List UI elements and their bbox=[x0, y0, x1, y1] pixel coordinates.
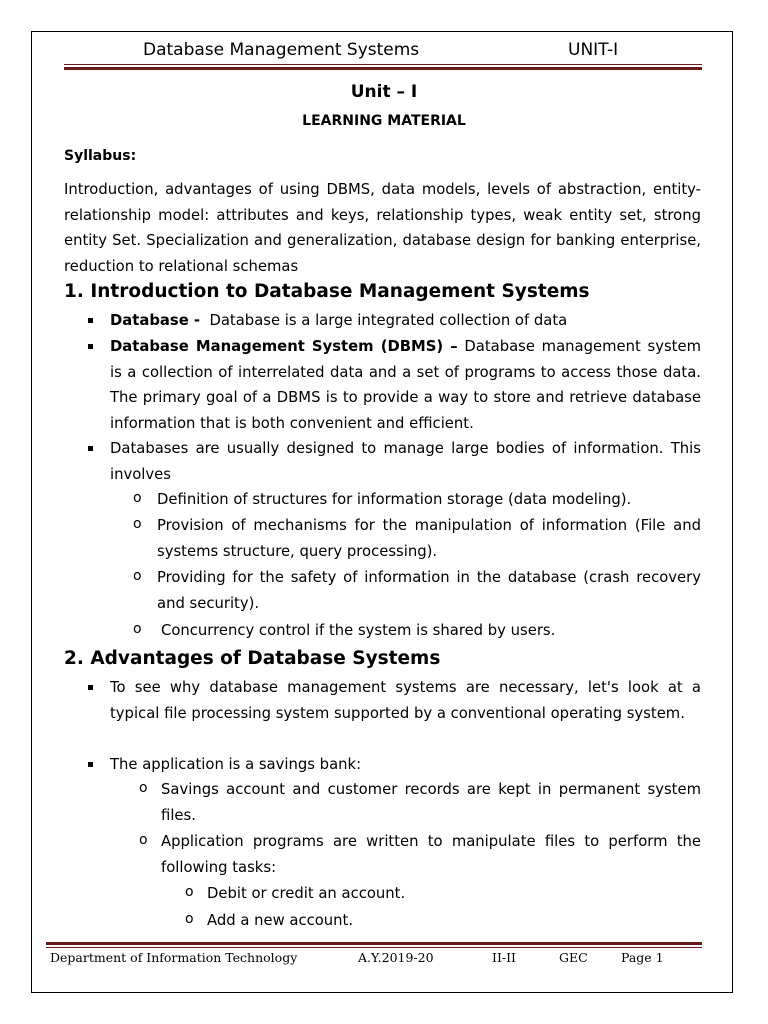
definition: Database is a large integrated collection of data bbox=[209, 312, 568, 329]
sub-item: Concurrency control if the system is shared by users. bbox=[161, 622, 556, 639]
databases-designed: Databases are usually designed to manage large bodies of information. This involves bbox=[110, 440, 701, 483]
sub-bullet: o bbox=[133, 621, 142, 637]
bullet-marker bbox=[88, 318, 93, 323]
section1-heading: 1. Introduction to Database Management Systems bbox=[64, 281, 590, 302]
advantages-intro: To see why database management systems are necessary, let's look at a typical file processing system supported by a conventional operating system. bbox=[110, 679, 701, 722]
footer-semester: II-II bbox=[492, 950, 516, 965]
header-rule-thin bbox=[64, 64, 702, 65]
header-rule-thick bbox=[64, 67, 702, 70]
term: Database Management System (DBMS) – bbox=[110, 338, 458, 355]
sub-bullet: o bbox=[139, 780, 148, 796]
section2-heading: 2. Advantages of Database Systems bbox=[64, 648, 441, 669]
sub-bullet: o bbox=[133, 568, 142, 584]
unit-title: Unit – I bbox=[350, 82, 418, 102]
header-title: Database Management Systems bbox=[143, 40, 420, 60]
sub-sub-bullet: o bbox=[185, 884, 194, 900]
dbms-definition bbox=[110, 334, 701, 437]
syllabus-label: Syllabus: bbox=[64, 148, 137, 164]
bullet-marker bbox=[88, 685, 93, 690]
sub-item: Providing for the safety of information in the database (crash recovery and security). bbox=[157, 569, 701, 612]
definition: Database management system is a collection of interrelated data and a set of programs to access those data. The primary goal of a DBMS is to provide a way to store and retrieve database information that is both convenient and efficient. bbox=[110, 338, 701, 433]
sub-bullet: o bbox=[133, 516, 142, 532]
sub-item: Provision of mechanisms for the manipulation of information (File and systems structure, query processing). bbox=[157, 517, 701, 560]
bullet-marker bbox=[88, 446, 93, 451]
term: Database - bbox=[110, 312, 201, 329]
footer-rule-thin bbox=[46, 947, 702, 948]
footer-dept: Department of Information Technology bbox=[50, 950, 298, 965]
footer-college: GEC bbox=[559, 950, 588, 965]
task-item: Add a new account. bbox=[207, 912, 354, 929]
sub-sub-bullet: o bbox=[185, 911, 194, 927]
syllabus-text: Introduction, advantages of using DBMS, data models, levels of abstraction, entity-relationship model: attributes and keys, relationship types, weak entity set, strong entity Set. Specialization and generalization, database design for banking enterprise, reduction to relational schemas bbox=[64, 181, 701, 276]
header-unit: UNIT-I bbox=[568, 40, 619, 60]
sub-item: Savings account and customer records are kept in permanent system files. bbox=[161, 781, 701, 824]
footer-rule-thick bbox=[46, 942, 702, 945]
bullet-marker bbox=[88, 344, 93, 349]
footer-page: Page 1 bbox=[621, 950, 664, 965]
database-definition bbox=[110, 308, 701, 334]
sub-item: Definition of structures for information storage (data modeling). bbox=[157, 491, 632, 508]
bullet-marker bbox=[88, 762, 93, 767]
sub-item: Application programs are written to manipulate files to perform the following tasks: bbox=[161, 833, 701, 876]
task-item: Debit or credit an account. bbox=[207, 885, 406, 902]
sub-bullet: o bbox=[133, 490, 142, 506]
savings-bank: The application is a savings bank: bbox=[110, 756, 362, 773]
footer-year: A.Y.2019-20 bbox=[358, 950, 434, 965]
sub-bullet: o bbox=[139, 832, 148, 848]
subtitle: LEARNING MATERIAL bbox=[302, 113, 466, 129]
